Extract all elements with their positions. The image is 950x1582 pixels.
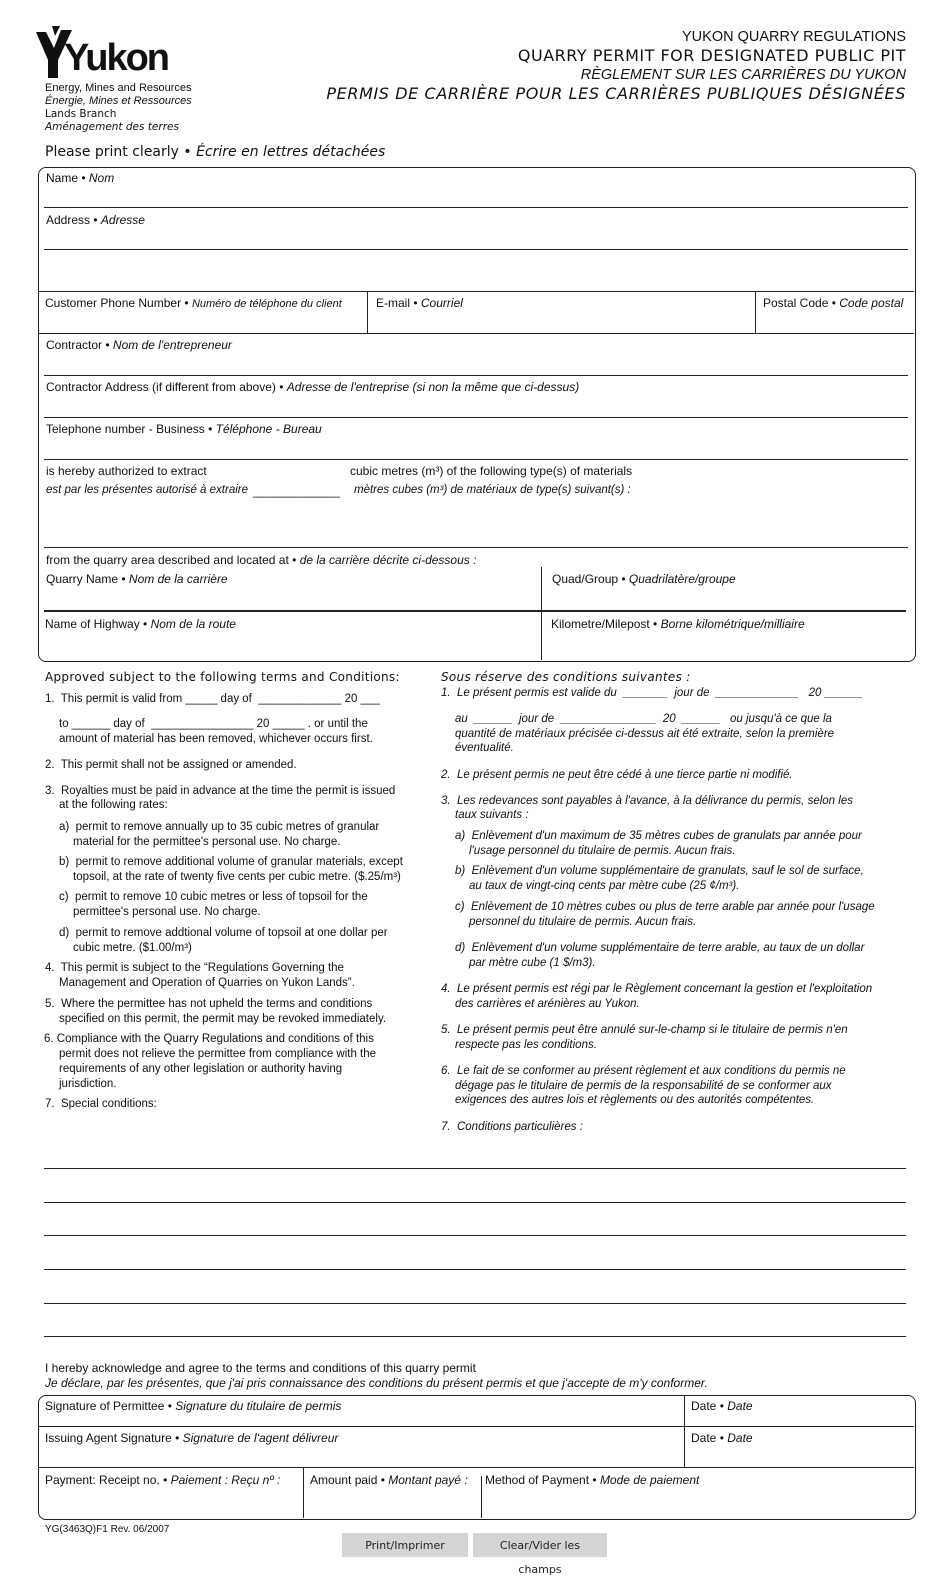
- special-conditions-input-1[interactable]: [46, 1150, 908, 1168]
- date1-fr: Date: [727, 1399, 753, 1413]
- term-2: 2. This permit shall not be assigned or amended.: [45, 759, 297, 771]
- postal-label-fr: Code postal: [839, 296, 904, 310]
- dept-en: Energy, Mines and Resources: [45, 82, 192, 94]
- yukon-logo: [34, 26, 169, 82]
- name-input[interactable]: [46, 188, 910, 208]
- terme-6-line-1: 6. Le fait de se conformer au présent règlement et aux conditions du permis ne: [441, 1065, 846, 1077]
- divider: [541, 567, 542, 660]
- phone-label-fr: Numéro de téléphone du client: [191, 298, 342, 310]
- name-label-fr: Nom: [88, 171, 115, 185]
- phone-input[interactable]: [46, 313, 365, 333]
- form-code: YG(3463Q)F1 Rev. 06/2007: [45, 1524, 170, 1535]
- print-clearly: [45, 144, 385, 160]
- kilometre-input[interactable]: [552, 634, 908, 654]
- terme-6-line-2: dégage pas le titulaire de permis de la responsabilité de se conformer aux: [455, 1080, 832, 1092]
- receipt-fr: Paiement : Reçu nº :: [170, 1473, 281, 1487]
- divider: [44, 610, 906, 612]
- amount-input[interactable]: [310, 1494, 479, 1514]
- terme-3b-line-1: b) Enlèvement d'un volume supplémentaire de granulats, sauf le sol de surface,: [455, 865, 864, 877]
- term-1-line-3: amount of material has been removed, whichever occurs first.: [59, 733, 373, 745]
- method-fr: Mode de paiement: [599, 1473, 700, 1487]
- term-3c-line-1: c) permit to remove 10 cubic metres or less of topsoil for the: [59, 891, 368, 903]
- agent-signature-label: Issuing Agent Signature • Signature de l'agent délivreur: [45, 1431, 339, 1445]
- term-3b-line-1: b) permit to remove additional volume of granular materials, except: [59, 856, 403, 868]
- bullet-sep: •: [178, 144, 197, 160]
- method-label: Method of Payment • Mode de paiement: [485, 1473, 700, 1487]
- name-label: Name • Nom: [46, 171, 115, 185]
- divider: [44, 207, 908, 208]
- telephone-label: Telephone number - Business • Téléphone - Bureau: [46, 422, 322, 436]
- divider: [38, 1467, 914, 1468]
- term-6-line-2: permit does not relieve the permittee from compliance with the: [59, 1048, 377, 1060]
- divider: [38, 291, 914, 292]
- term-3a-line-1: a) permit to remove annually up to 35 cubic metres of granular: [59, 821, 380, 833]
- amount-fr: Montant payé :: [388, 1473, 468, 1487]
- divider: [44, 459, 908, 460]
- highway-fr: Nom de la route: [150, 617, 236, 631]
- terme-3d-line-2: par mètre cube (1 $/m3).: [469, 957, 596, 969]
- email-input[interactable]: [376, 313, 750, 333]
- contractor-label-en: Contractor: [46, 338, 106, 352]
- term-3a-line-2: material for the permittee's personal use. No charge.: [73, 836, 341, 848]
- amount-label: Amount paid • Montant payé :: [310, 1473, 468, 1487]
- clear-button[interactable]: Clear/Vider les champs: [473, 1533, 607, 1557]
- term-5-line-1: 5. Where the permittee has not upheld the terms and conditions: [45, 998, 373, 1010]
- divider: [38, 1426, 914, 1427]
- title-permis: PERMIS DE CARRIÈRE POUR LES CARRIÈRES PUBLIQUES DÉSIGNÉES: [326, 84, 906, 103]
- terme-3-line-2: taux suivants :: [455, 809, 529, 821]
- terms-heading-en: Approved subject to the following terms and Conditions:: [45, 670, 400, 684]
- phone-label-en: Customer Phone Number: [45, 296, 185, 310]
- title-permit: QUARRY PERMIT FOR DESIGNATED PUBLIC PIT: [517, 46, 906, 65]
- divider: [38, 333, 914, 334]
- authorized-label-fr: est par les présentes autorisé à extraire: [46, 484, 248, 496]
- terme-2: 2. Le présent permis ne peut être cédé à une tierce partie ni modifié.: [441, 769, 793, 781]
- cubic-blank-fr: _____________: [253, 484, 340, 498]
- kilometre-fr: Borne kilométrique/milliaire: [660, 617, 805, 631]
- quarry-name-fr: Nom de la carrière: [128, 572, 228, 586]
- terme-3c-line-2: personnel du titulaire de permis. Aucun frais.: [469, 916, 697, 928]
- term-7: 7. Special conditions:: [45, 1098, 157, 1110]
- postal-input[interactable]: [763, 313, 912, 333]
- dept-fr: Énergie, Mines et Ressources: [45, 95, 192, 107]
- terms-english: [45, 670, 425, 685]
- print-clearly-fr: Écrire en lettres détachées: [196, 144, 386, 160]
- date-input-2[interactable]: [692, 1448, 906, 1466]
- title-regulations: YUKON QUARRY REGULATIONS: [682, 29, 906, 45]
- telephone-input[interactable]: [46, 439, 910, 459]
- highway-label: Name of Highway • Nom de la route: [45, 617, 236, 631]
- date1-en: Date: [691, 1399, 717, 1413]
- divider: [44, 249, 908, 250]
- term-3d-line-2: cubic metre. ($1.00/m³): [73, 942, 192, 954]
- quarry-name-label: Quarry Name • Nom de la carrière: [46, 572, 228, 586]
- special-conditions-input-2[interactable]: [46, 1184, 908, 1202]
- term-4-line-2: Management and Operation of Quarries on Yukon Lands”.: [59, 977, 355, 989]
- receipt-label: Payment: Receipt no. • Paiement : Reçu nº :: [45, 1473, 281, 1487]
- acknowledge-fr: Je déclare, par les présentes, que j'ai pris connaissance des conditions du présent permis et que j'accepte de m'y conformer.: [45, 1376, 708, 1390]
- kilometre-en: Kilometre/Milepost: [551, 617, 650, 631]
- title-block: [326, 28, 906, 104]
- contractor-label-fr: Nom de l'entrepreneur: [112, 338, 232, 352]
- term-1-line-2: to ______ day of ________________ 20 _____ . or until the: [59, 718, 368, 730]
- highway-input[interactable]: [46, 634, 538, 654]
- terme-1-line-1: 1. Le présent permis est valide du _______ jour de _____________ 20 ______: [441, 687, 863, 699]
- quad-fr: Quadrilatère/groupe: [628, 572, 736, 586]
- terme-3a-line-2: l'usage personnel du titulaire de permis. Aucun frais.: [469, 845, 736, 857]
- postal-label: Postal Code • Code postal: [763, 296, 904, 310]
- name-label-en: Name: [46, 171, 79, 185]
- terme-3-line-1: 3. Les redevances sont payables à l'avance, à la délivrance du permis, selon les: [441, 795, 853, 807]
- email-label-fr: Courriel: [420, 296, 463, 310]
- terme-4-line-1: 4. Le présent permis est régi par le Règlement concernant la gestion et l'exploitation: [441, 983, 873, 995]
- from-quarry-label: from the quarry area described and located at • de la carrière décrite ci-dessous :: [46, 553, 477, 567]
- phone-label: Customer Phone Number • Numéro de téléphone du client: [45, 296, 342, 310]
- special-conditions-input-5[interactable]: [46, 1285, 908, 1303]
- quarry-name-en: Quarry Name: [46, 572, 119, 586]
- terme-3d-line-1: d) Enlèvement d'un volume supplémentaire de terre arable, au taux de un dollar: [455, 942, 865, 954]
- divider: [755, 291, 756, 333]
- print-button[interactable]: Print/Imprimer: [342, 1533, 468, 1557]
- method-input[interactable]: [488, 1494, 910, 1514]
- dept-block: [45, 82, 192, 134]
- date-label-1: Date • Date: [691, 1399, 753, 1413]
- term-3c-line-2: permittee's personal use. No charge.: [73, 906, 261, 918]
- receipt-en: Payment: Receipt no.: [45, 1473, 160, 1487]
- agent-signature-input[interactable]: [46, 1448, 680, 1466]
- from-quarry-fr: de la carrière décrite ci-dessous :: [299, 553, 477, 567]
- special-conditions-input-3[interactable]: [46, 1217, 908, 1235]
- terme-1-line-3: quantité de matériaux précisée ci-dessus ait été extraite, selon la première: [455, 728, 835, 740]
- acknowledge-en: I hereby acknowledge and agree to the terms and conditions of this quarry permit: [45, 1361, 476, 1375]
- divider: [44, 375, 908, 376]
- divider: [303, 1467, 304, 1518]
- terms-heading-fr: Sous réserve des conditions suivantes :: [441, 670, 691, 684]
- special-conditions-line: [44, 1269, 906, 1270]
- special-conditions-input-4[interactable]: [46, 1251, 908, 1269]
- authorized-label-en: is hereby authorized to extract: [46, 464, 207, 478]
- term-6-line-3: requirements of any other legislation or authority having: [59, 1063, 343, 1075]
- contractor-address-label: Contractor Address (if different from above) • Adresse de l'entreprise (si non la même que ci-dessus): [46, 380, 580, 394]
- special-conditions-line: [44, 1303, 906, 1304]
- quad-en: Quad/Group: [552, 572, 619, 586]
- from-quarry-en: from the quarry area described and located at: [46, 553, 289, 567]
- terme-6-line-3: exigences des autres lois et règlements ou des autorités compétentes.: [455, 1094, 815, 1106]
- email-label-en: E-mail: [376, 296, 411, 310]
- term-1-line-1: 1. This permit is valid from _____ day of _____________ 20 ___: [45, 693, 380, 705]
- terme-7: 7. Conditions particulières :: [441, 1121, 583, 1133]
- cubic-metres-input[interactable]: [250, 462, 349, 482]
- term-3-line-2: at the following rates:: [59, 799, 168, 811]
- method-en: Method of Payment: [485, 1473, 590, 1487]
- divider: [44, 547, 908, 548]
- special-conditions-line: [44, 1168, 906, 1169]
- terme-5-line-2: respecte pas les conditions.: [455, 1039, 597, 1051]
- divider: [481, 1476, 482, 1518]
- date2-fr: Date: [727, 1431, 753, 1445]
- contractor-address-input[interactable]: [46, 397, 910, 417]
- special-conditions-line: [44, 1202, 906, 1203]
- term-6-line-1: 6. Compliance with the Quarry Regulations and conditions of this: [44, 1033, 374, 1045]
- materials-input[interactable]: [46, 520, 910, 540]
- agent-en: Issuing Agent Signature: [45, 1431, 172, 1445]
- special-conditions-line: [44, 1336, 906, 1337]
- kilometre-label: Kilometre/Milepost • Borne kilométrique/milliaire: [551, 617, 805, 631]
- address-input-2[interactable]: [46, 270, 910, 290]
- terme-5-line-1: 5. Le présent permis peut être annulé sur-le-champ si le titulaire de permis n'en: [441, 1024, 848, 1036]
- cubic-label-fr: mètres cubes (m³) de matériaux de type(s) suivant(s) :: [354, 484, 631, 496]
- special-conditions-input-6[interactable]: [46, 1318, 908, 1336]
- terme-3a-line-1: a) Enlèvement d'un maximum de 35 mètres cubes de granulats par année pour: [455, 830, 862, 842]
- terme-3b-line-2: au taux de vingt-cinq cents par mètre cube (25 ¢/m³).: [469, 880, 740, 892]
- branch-fr: Aménagement des terres: [45, 121, 179, 133]
- contractor-input[interactable]: [46, 355, 910, 375]
- term-5-line-2: specified on this permit, the permit may be revoked immediately.: [59, 1013, 387, 1025]
- date-label-2: Date • Date: [691, 1431, 753, 1445]
- divider: [44, 417, 908, 418]
- address-input-1[interactable]: [46, 230, 910, 250]
- quad-label: Quad/Group • Quadrilatère/groupe: [552, 572, 736, 586]
- terme-4-line-2: des carrières et arénières au Yukon.: [455, 998, 640, 1010]
- permittee-fr: Signature du titulaire de permis: [175, 1399, 342, 1413]
- agent-fr: Signature de l'agent délivreur: [182, 1431, 339, 1445]
- title-reglement: RÈGLEMENT SUR LES CARRIÈRES DU YUKON: [580, 67, 906, 83]
- permittee-signature-label: Signature of Permittee • Signature du titulaire de permis: [45, 1399, 342, 1413]
- terme-1-line-2: au ______ jour de _______________ 20 ______ ou jusqu'à ce que la: [455, 713, 832, 725]
- logo-text: Yukon: [64, 37, 169, 79]
- terme-3c-line-1: c) Enlèvement de 10 mètres cubes ou plus de terre arable par année pour l'usage: [455, 901, 875, 913]
- cubic-label-en: cubic metres (m³) of the following type(s) of materials: [350, 464, 633, 478]
- telephone-label-fr: Téléphone - Bureau: [215, 422, 322, 436]
- branch-en: Lands Branch: [45, 108, 117, 120]
- terme-1-line-4: éventualité.: [455, 742, 514, 754]
- receipt-input[interactable]: [46, 1494, 300, 1514]
- term-6-line-4: jurisdiction.: [59, 1078, 117, 1090]
- term-4-line-1: 4. This permit is subject to the “Regulations Governing the: [45, 962, 344, 974]
- email-label: E-mail • Courriel: [376, 296, 463, 310]
- amount-en: Amount paid: [310, 1473, 378, 1487]
- print-clearly-en: Please print clearly: [45, 144, 179, 160]
- highway-en: Name of Highway: [45, 617, 140, 631]
- address-label-en: Address: [46, 213, 91, 227]
- quad-input[interactable]: [552, 589, 908, 609]
- date2-en: Date: [691, 1431, 717, 1445]
- quarry-name-input[interactable]: [46, 589, 538, 609]
- address-label-fr: Adresse: [100, 213, 145, 227]
- divider: [367, 291, 368, 333]
- contractor-address-label-fr: Adresse de l'entreprise (si non la même que ci-dessus): [286, 380, 580, 394]
- divider: [684, 1395, 685, 1467]
- term-3d-line-1: d) permit to remove addtional volume of topsoil at one dollar per: [59, 927, 388, 939]
- postal-label-en: Postal Code: [763, 296, 829, 310]
- address-label: Address • Adresse: [46, 213, 145, 227]
- contractor-address-label-en: Contractor Address (if different from above): [46, 380, 276, 394]
- telephone-label-en: Telephone number - Business: [46, 422, 205, 436]
- term-3-line-1: 3. Royalties must be paid in advance at the time the permit is issued: [45, 785, 396, 797]
- special-conditions-line: [44, 1235, 906, 1236]
- permittee-en: Signature of Permittee: [45, 1399, 165, 1413]
- contractor-label: Contractor • Nom de l'entrepreneur: [46, 338, 232, 352]
- term-3b-line-2: topsoil, at the rate of twenty five cents per cubic metre. ($.25/m³): [73, 871, 401, 883]
